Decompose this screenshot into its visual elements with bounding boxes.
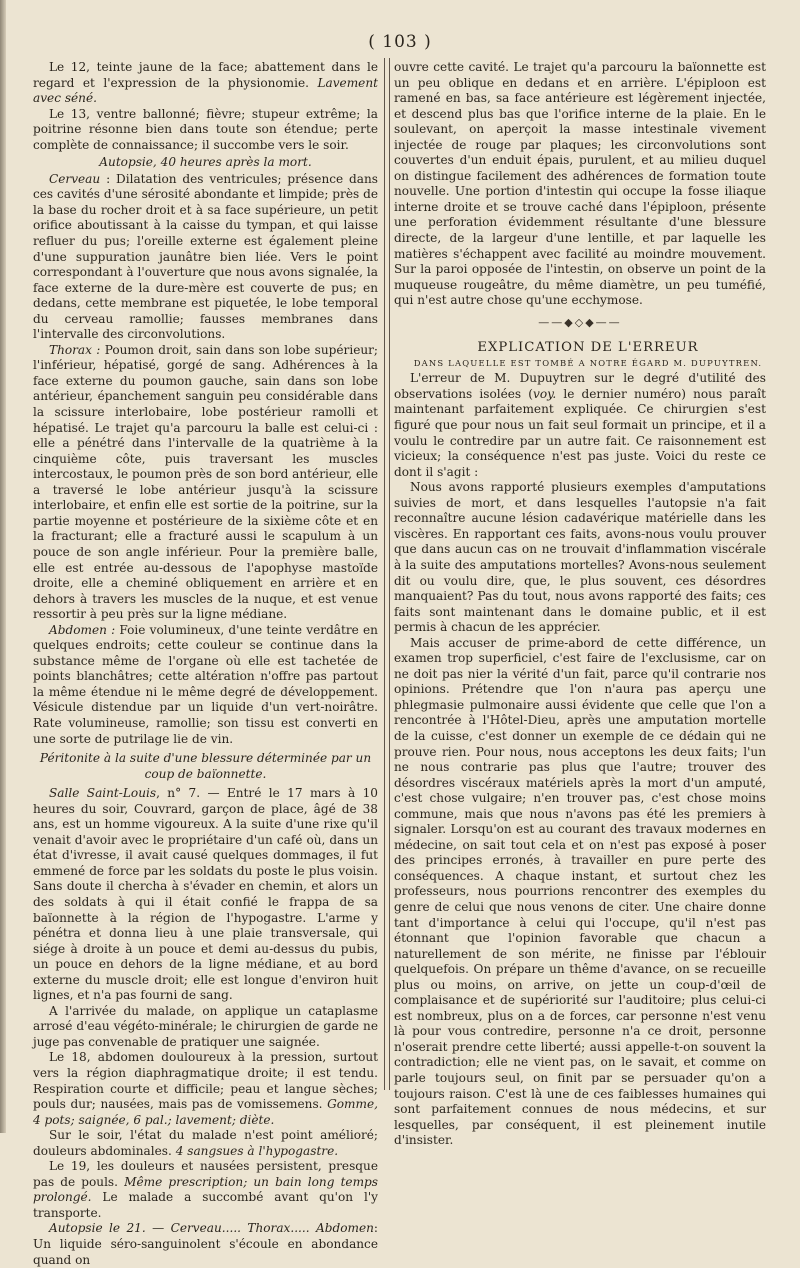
- explication-subtitle: DANS LAQUELLE EST TOMBÉ A NOTRE ÉGARD M. DUPUYTREN.: [413, 357, 763, 368]
- paragraph-soir: Sur le soir, l'état du malade n'est point amélioré; douleurs abdominales. 4 sangsues à l'hypogastre.: [33, 1128, 378, 1158]
- paragraph-salle-saint-louis: Salle Saint-Louis, n° 7. — Entré le 17 mars à 10 heures du soir, Couvrard, garçon de place, âgé de 38 ans, est un homme vigoureux. A la suite d'une rixe qu'il venait d'avoir avec le propriétaire d'un café où, dans un état d'ivresse, il avait causé quelques dommages, il fut emmené de force par les soldats du poste le plus voisin. Sans doute il chercha à s'évader en chemin, et alors un des soldats à qui il était confié le frappa de sa baïonnette à la région de l'hypogastre. L'arme y pénétra et donna lieu à une plaie transversale, qui siége à droite à un pouce et demi au-dessus du pubis, un pouce en dehors de la ligne médiane, et au bord externe du muscle droit; elle est longue d'environ huit lignes, et n'a pas fourni de sang.: [33, 786, 378, 1003]
- paragraph-day-13: Le 13, ventre ballonné; fièvre; stupeur extrême; la poitrine résonne bien dans toute son étendue; perte complète de connaissance; il succombe vers le soir.: [33, 106, 378, 152]
- column-divider: [384, 58, 390, 1090]
- paragraph-arrivee: A l'arrivée du malade, on applique un cataplasme arrosé d'eau végéto-minérale; le chirurgien de garde ne juge pas convenable de pratiquer une saignée.: [33, 1003, 378, 1049]
- left-column: [33, 60, 378, 1268]
- explication-title: EXPLICATION DE L'ERREUR: [477, 340, 699, 356]
- paragraph-continuation: ouvre cette cavité. Le trajet qu'a parcouru la baïonnette est un peu oblique en dedans et en arrière. L'épiploon est ramené en bas, sa face antérieure est légèrement injectée, et descend plus bas que l'orifice interne de la plaie. En le soulevant, on aperçoit la masse intestinale vivement injectée de rouge par plaques; les circonvolutions sont couvertes d'un enduit épais, purulent, et au milieu duquel on distingue facilement des adhérences de formation toute nouvelle. Une portion d'intestin qui occupe la fosse iliaque interne droite et se trouve caché dans l'épiploon, présente une perforation évidemment résultante d'une blessure directe, de la largeur d'une lentille, et par laquelle les matières s'échappent avec facilité au moindre mouvement. Sur la paroi opposée de l'intestin, on observe un point de la muqueuse rougeâtre, du même diamètre, un peu tuméfié, qui n'est autre chose qu'une ecchymose.: [394, 60, 766, 308]
- autopsy-heading: Autopsie, 40 heures après la mort.: [99, 155, 312, 170]
- case2-heading: Péritonite à la suite d'une blessure déterminée par un coup de baïonnette.: [39, 751, 372, 781]
- paragraph-accuser: Mais accuser de prime-abord de cette différence, un examen trop superficiel, c'est faire de l'exclusisme, car on ne doit pas nier la vérité d'un fait, parce qu'il contrarie nos opinions. Prétendre que l'on n'aura pas aperçu une phlegmasie pulmonaire aussi évidente que celle que l'on a rencontrée à l'Hôtel-Dieu, après une amputation mortelle de la cuisse, c'est donner un exemple de ce dédain qui ne prouve rien. Pour nous, nous acceptons les deux faits; l'un ne nous contrarie pas plus que l'autre; trouver des désordres viscéraux matériels après la mort d'un amputé, c'est chose vulgaire; n'en trouver pas, c'est chose moins commune, mais que nous n'avons pas été les premiers à signaler. Lorsqu'on est au courant des travaux modernes en médecine, on sait tout cela et on n'est pas exposé à poser des principes erronés, à travailler en pure perte des conséquences. A chaque instant, et surtout chez les professeurs, nous pourrions rencontrer des exemples du genre de celui que nous venons de citer. Une chaire donne tant d'importance à celui qui l'occupe, qu'il n'est pas étonnant que l'opinion favorable que chacun a naturellement de son mérite, ne finisse par l'éblouir quelquefois. On prépare un thême d'avance, on se recueille plus ou moins, on arrive, on jette un coup-d'œil de complaisance et de supériorité sur l'auditoire; plus celui-ci est nombreux, plus on a de forces, car personne n'est venu là pour vous contredire, personne n'a ce droit, personne n'oserait prendre cette liberté; aussi appelle-t-on souvent la contradiction; elle ne vient pas, on le savait, et comme on parle toujours seul, on finit par se persuader qu'on a toujours raison. C'est là une de ces faiblesses humaines qui sont parfaitement connues de nous médecins, et sur lesquelles, par conséquent, il est pleinement inutile d'insister.: [394, 635, 766, 1148]
- paragraph-day-18: Le 18, abdomen douloureux à la pression, surtout vers la région diaphragmatique droite; il est tendu. Respiration courte et difficile; peau et langue sèches; pouls dur; nausées, mais pas de vomissemens. Gomme, 4 pots; saignée, 6 pal.; lavement; diète.: [33, 1050, 378, 1127]
- paragraph-exemples: Nous avons rapporté plusieurs exemples d'amputations suivies de mort, et dans lesquelles l'autopsie n'a fait reconnaître aucune lésion cadavérique matérielle dans les viscères. En rapportant ces faits, avons-nous voulu prouver que dans aucun cas on ne trouvait d'inflammation viscérale à la suite des amputations mortelles? Avons-nous seulement dit ou voulu dire, que, le plus souvent, ces désordres manquaient? Pas du tout, nous avons rapporté des faits; ces faits sont maintenant dans le domaine public, et il est permis à chacun de les apprécier.: [394, 480, 766, 635]
- right-column: [394, 60, 766, 1149]
- paragraph-erreur: L'erreur de M. Dupuytren sur le degré d'utilité des observations isolées (voy. le dernier numéro) nous paraît maintenant parfaitement expliquée. Ce chirurgien s'est figuré que pour nous un fait seul formait un principe, et il a voulu le contredire par un autre fait. Ce raisonnement est vicieux; la conséquence n'est pas juste. Voici du reste ce dont il s'agit :: [394, 371, 766, 479]
- paragraph-autopsie-21: Autopsie le 21. — Cerveau..... Thorax..... Abdomen: Un liquide séro-sanguinolent s'écoule en abondance quand on: [33, 1221, 378, 1267]
- page-number: ( 103 ): [368, 32, 432, 52]
- ornament-divider: ——◆◇◆——: [538, 315, 622, 329]
- page-binding-edge: [0, 0, 6, 1133]
- paragraph-cerveau: Cerveau : Dilatation des ventricules; présence dans ces cavités d'une sérosité abondante et limpide; près de la base du rocher droit et à sa face supérieure, un petit orifice aboutissant à la caisse du tympan, et qui laisse refluer du pus; l'oreille externe est également pleine d'une suppuration jaunâtre bien liée. Vers le point correspondant à l'ouverture que nous avons signalée, la face externe de la dure-mère est couverte de pus; en dedans, cette membrane est piquetée, le lobe temporal du cerveau ramollie; fausses membranes dans l'intervalle des circonvolutions.: [33, 171, 378, 342]
- paragraph-day-12: Le 12, teinte jaune de la face; abattement dans le regard et l'expression de la physionomie. Lavement avec séné.: [33, 60, 378, 106]
- paragraph-thorax: Thorax : Poumon droit, sain dans son lobe supérieur; l'inférieur, hépatisé, gorgé de sang. Adhérences à la face externe du poumon gauche, sain dans son lobe antérieur, épanchement sanguin peu considérable dans la scissure interlobaire, lobe postérieur ramolli et hépatisé. Le trajet qu'a parcouru la balle est celui-ci : elle a pénétré dans l'intervalle de la quatrième à la cinquième côte, puis traversant les muscles intercostaux, le poumon près de son bord antérieur, elle a traversé le lobe antérieur jusqu'à la scissure interlobaire, et enfin elle est sortie de la poitrine, sur la partie moyenne et postérieure de la sixième côte et en la fracturant; elle a fracturé aussi le scapulum à un pouce de son angle inférieur. Pour la première balle, elle est entrée au-dessous de l'apophyse mastoïde droite, elle a cheminé obliquement en arrière et en dehors à travers les muscles de la nuque, et est venue ressortir à peu près sur la ligne médiane.: [33, 342, 378, 622]
- paragraph-abdomen: Abdomen : Foie volumineux, d'une teinte verdâtre en quelques endroits; cette couleur se continue dans la substance même de l'organe où elle est tachetée de points blanchâtres; cette altération n'offre pas partout la même étendue ni le même degré de développement. Vésicule distendue par un liquide d'un vert-noirâtre. Rate volumineuse, ramollie; son tissu est converti en une sorte de putrilage lie de vin.: [33, 622, 378, 746]
- paragraph-day-19: Le 19, les douleurs et nausées persistent, presque pas de pouls. Même prescription; un bain long temps prolongé. Le malade a succombé avant qu'on l'y transporte.: [33, 1159, 378, 1220]
